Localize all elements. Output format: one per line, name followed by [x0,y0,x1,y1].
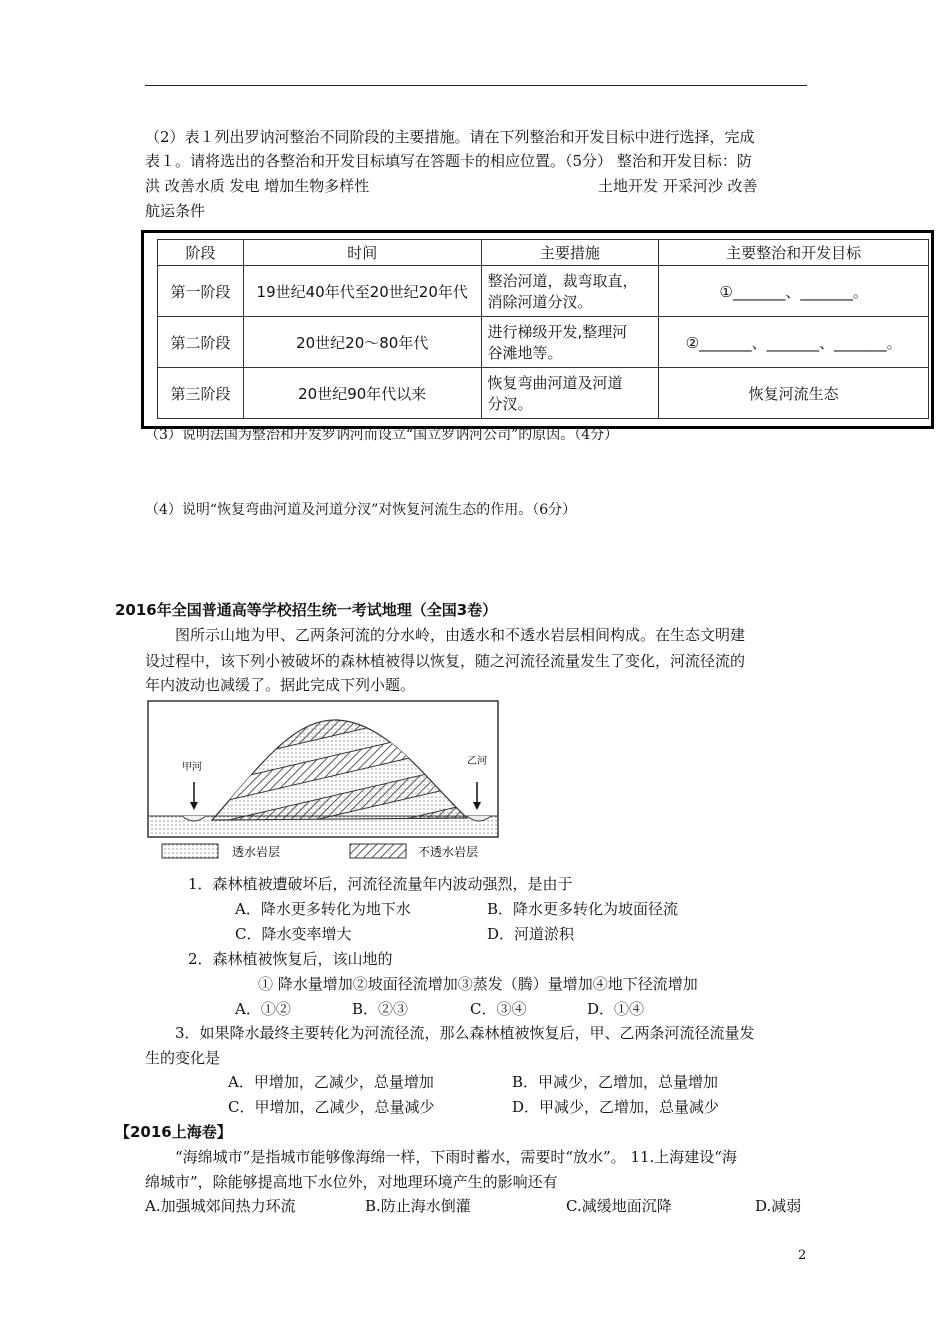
q3-text: （3）说明法国为整治和开发罗讷河而设立“国立罗讷河公司”的原因。（4分） [145,427,619,443]
mc3-option-d[interactable]: D．甲减少，乙增加，总量减少 [512,1098,720,1116]
sh-option-d[interactable]: D.减弱 [755,1197,802,1215]
mc1-option-c[interactable]: C．降水变率增大 [235,925,352,943]
table-row [158,368,929,419]
mc2-option-b[interactable]: B．②③ [352,1000,409,1018]
time-cell: 20世纪90年代以来 [243,368,481,419]
mountain-cross-section-figure [147,700,499,838]
section3-title: 【2016上海卷】 [115,1123,232,1141]
mc2-stem: 2．森林植被恢复后，该山地的 [188,950,393,968]
section3-line1: “海绵城市”是指城市能够像海绵一样，下雨时蓄水，需要时“放水”。 11.上海建设“海 [175,1148,737,1166]
section2-intro1: 图所示山地为甲、乙两条河流的分水岭，由透水和不透水岩层相间构成。在生态文明建 [175,626,746,644]
figure-legend [160,840,500,862]
q2-line2: 表１。请将选出的各整治和开发目标填写在答题卡的相应位置。（5分） 整治和开发目标：防 [145,152,752,170]
section2-intro3: 年内波动也减缓了。据此完成下列小题。 [145,676,416,694]
q2-line4: 航运条件 [145,202,206,220]
q2-line1: （2）表１列出罗讷河整治不同阶段的主要措施。请在下列整治和开发目标中进行选择，完成 [145,128,755,146]
sh-option-b[interactable]: B.防止海水倒灌 [365,1197,471,1215]
mc1-option-a[interactable]: A．降水更多转化为地下水 [235,900,411,918]
q2-line3b: 土地开发 开采河沙 改善 [598,177,758,195]
mc3-option-c[interactable]: C．甲增加，乙减少，总量减少 [228,1098,435,1116]
goals-table [157,239,929,419]
measure-cell: 整治河道，裁弯取直， 消除河道分汊。 [481,266,659,317]
section3-line2: 绵城市”，除能够提高地下水位外，对地理环境产生的影响还有 [145,1173,558,1191]
measure-cell: 恢复弯曲河道及河道 分汊。 [481,368,659,419]
header-rule [145,85,807,86]
table-header-row [158,240,929,266]
q4-text: （4）说明“恢复弯曲河道及河道分汊”对恢复河流生态的作用。（6分） [145,502,577,518]
mc2-option-a[interactable]: A．①② [235,1000,291,1018]
permeable-swatch [162,844,218,858]
sh-option-a[interactable]: A.加强城郊间热力环流 [145,1197,296,1215]
goal-cell: ②_______、_______、_______。 [659,317,929,368]
impermeable-swatch [350,844,406,858]
table-row [158,266,929,317]
stage-cell: 第三阶段 [158,368,244,419]
mc1-option-b[interactable]: B．降水更多转化为坡面径流 [487,900,679,918]
mc1-stem: 1．森林植被遭破坏后，河流径流量年内波动强烈，是由于 [188,875,573,893]
header-measure: 主要措施 [481,240,659,266]
measure-cell: 进行梯级开发,整理河 谷滩地等。 [481,317,659,368]
page-number: 2 [798,1248,807,1263]
header-goal: 主要整治和开发目标 [659,240,929,266]
time-cell: 20世纪20～80年代 [243,317,481,368]
section2-title: 2016年全国普通高等学校招生统一考试地理（全国3卷） [115,601,498,619]
mc2-option-c[interactable]: C．③④ [470,1000,527,1018]
q2-line3a: 洪 改善水质 发电 增加生物多样性 [145,177,370,195]
header-time: 时间 [243,240,481,266]
mc3-option-a[interactable]: A．甲增加，乙减少，总量增加 [228,1073,434,1091]
goal-cell: 恢复河流生态 [659,368,929,419]
table-row [158,317,929,368]
stage-cell: 第一阶段 [158,266,244,317]
stage-cell: 第二阶段 [158,317,244,368]
legend-permeable: 透水岩层 [232,845,281,859]
section2-intro2: 设过程中，该下列小被破坏的森林植被得以恢复，随之河流径流量发生了变化，河流径流的 [145,652,746,670]
time-cell: 19世纪40年代至20世纪20年代 [243,266,481,317]
left-river-label: 甲河 [182,762,202,773]
mc3-option-b[interactable]: B．甲减少，乙增加，总量增加 [512,1073,719,1091]
right-river-label: 乙河 [467,756,487,767]
mc3-stem-line1: 3．如果降水最终主要转化为河流径流，那么森林植被恢复后，甲、乙两条河流径流量发 [175,1024,755,1042]
header-stage: 阶段 [158,240,244,266]
goal-cell: ①_______、_______。 [659,266,929,317]
mc3-stem-line2: 生的变化是 [145,1049,221,1067]
legend-impermeable: 不透水岩层 [418,845,479,859]
mc2-option-d[interactable]: D．①④ [587,1000,645,1018]
sh-option-c[interactable]: C.减缓地面沉降 [566,1197,672,1215]
mc1-option-d[interactable]: D．河道淤积 [487,925,575,943]
mc2-statements: ① 降水量增加②坡面径流增加③蒸发（腾）量增加④地下径流增加 [258,975,698,993]
